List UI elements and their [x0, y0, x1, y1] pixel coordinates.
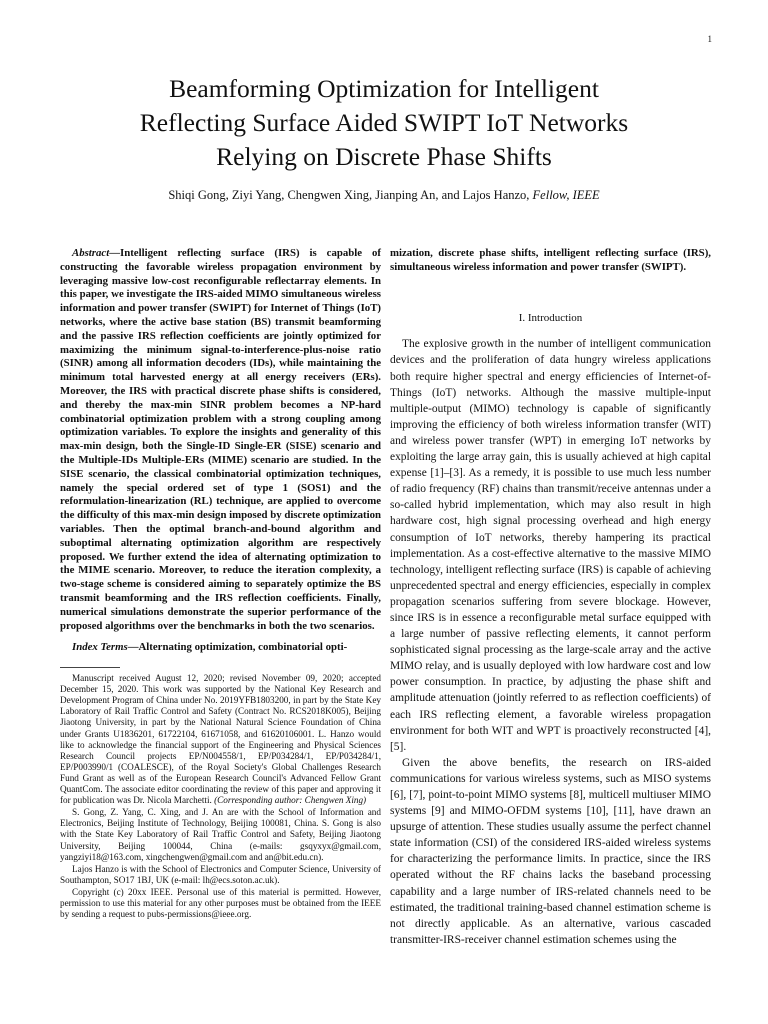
author-names: Shiqi Gong, Ziyi Yang, Chengwen Xing, Jianping An, and Lajos Hanzo,	[168, 188, 530, 202]
footnote-affiliation-bit: S. Gong, Z. Yang, C. Xing, and J. An are with the School of Information and Electronics, Beijing Institute of Technology, Beijing 100081, China. S. Gong is also with the State Key Laboratory of Rail Traffic Control and Safety, Beijing Jiaotong University, Beijing 100044, China (e-mails: gsqyxyx@gmail.com, yangziyi18@163.com, xingchengwen@gmail.com and an@bit.edu.cn).	[60, 807, 381, 862]
index-terms	[60, 641, 381, 655]
footnote-manuscript	[60, 673, 381, 806]
paper-title	[60, 72, 708, 174]
author-list	[60, 188, 708, 203]
abstract-text: —Intelligent reflecting surface (IRS) is capable of constructing the favorable wireless propagation environment by leveraging massive low-cost reconfigurable reflectarray elements. In this paper, we investigate the IRS-aided MIMO simultaneous wireless information and power transfer (SWIPT) for Internet of Things (IoT) networks, where the active base station (BS) transmit beamforming and the passive IRS reflection coefficients are jointly optimized for maximizing the minimum signal-to-interference-plus-noise ratio (SINR) among all information decoders (IDs), while maintaining the minimum total harvested energy at all energy receivers (ERs). Moreover, the IRS with practical discrete phase shifts is considered, and thereby the max-min SINR problem becomes a NP-hard combinatorial optimization problem with a strong coupling among optimization variables. To explore the insights and generality of this max-min design, both the Single-ID Single-ER (SISE) scenario and the Multiple-IDs Multiple-ERs (MIME) scenario are studied. In the SISE scenario, the classical combinatorial optimization techniques, namely the special ordered set of type 1 (SOS1) and the reformulation-linearization (RL) technique, are applied to overcome the difficulty of this max-min design imposed by discrete optimization variables. Then the optimal branch-and-bound algorithm and suboptimal alternating optimization algorithm are respectively proposed. We further extend the idea of alternating optimization to the MIME scenario. Moreover, to reduce the iteration complexity, a two-stage scheme is considered aiming to separately optimize the BS transmit beamforming and the IRS reflection coefficients. Finally, numerical simulations demonstrate the superior performance of the proposed algorithms over the benchmarks in both the two scenarios.	[60, 247, 382, 632]
section-heading: I. Introduction	[518, 311, 583, 324]
body-paragraph: Given the above benefits, the research on IRS-aided communications for various wireless systems, such as MISO systems [6], [7], point-to-point MIMO systems [8], multicell multiuser MIMO systems [9] and MIMO-OFDM systems [10], [11], have drawn an upsurge of attention. These studies usually assume the perfect channel state information (CSI) of the considered IRS-aided wireless systems for characterizing the performance limits. In practice, since the IRS operated without the RF chains lacks the baseband processing capability and a large number of IRS-related channels need to be estimated, the traditional training-based channel estimation scheme is not directly applicable. As an alternative, various cascaded transmitter-IRS-receiver channel estimation schemes using the	[390, 756, 712, 946]
title-line: Relying on Discrete Phase Shifts	[216, 142, 552, 171]
footnote-corresponding: (Corresponding author: Chengwen Xing)	[214, 795, 367, 806]
author-suffix: Fellow, IEEE	[532, 188, 600, 202]
page-number: 1	[707, 34, 712, 44]
title-line: Beamforming Optimization for Intelligent	[169, 74, 599, 103]
index-terms-label: Index Terms	[72, 641, 128, 654]
index-terms-continued: mization, discrete phase shifts, intelligent reflecting surface (IRS), simultaneous wireless information and power transfer (SWIPT).	[390, 247, 711, 273]
title-line: Reflecting Surface Aided SWIPT IoT Networks	[139, 108, 629, 137]
footnote-rule	[60, 667, 120, 668]
index-terms-text: —Alternating optimization, combinatorial opti-	[127, 641, 348, 654]
left-column	[60, 247, 381, 920]
right-column	[390, 247, 711, 948]
body-paragraph: The explosive growth in the number of intelligent communication devices and the proliferation of data hungry wireless applications both require higher spectral and energy efficiencies of Internet-of-Things (IoT) networks. Although the massive multiple-input multiple-output (MIMO) technology is capable of significantly improving the efficiency of both wireless information transfer (WIT) and wireless power transfer (WPT) in emerging IoT networks by exploiting the large array gain, this is usually achieved at high capital expense [1]–[3]. As a remedy, it is possible to use much less number of radio frequency (RF) chains than transmit/receive antennas under a so-called hybrid implementation, which may also result in high hardware cost, high signal processing overhead and high energy consumption of IoT networks, thereby hampering its practical implementation. As a cost-effective alternative to the massive MIMO technology, intelligent reflecting surface (IRS) is capable of achieving unprecedented spectral and energy efficiencies, especially in complex propagation scenarios suffering from severe blockage. However, since IRS is in essence a reconfigurable metal surface equipped with a large number of passive reflecting elements, it cannot perform sophisticated signal processing as the large-scale array and the active MIMO relay, and is usually deployed with low hardware cost and low power consumption. In practice, by adjusting the phase shift and amplitude attenuation (jointly referred to as reflection coefficients) of each IRS reflecting element, a favorable wireless propagation environment for both WIT and WPT is proactively reconstructed [4], [5].	[390, 338, 711, 753]
abstract-label: Abstract	[72, 247, 110, 259]
footnote-copyright: Copyright (c) 20xx IEEE. Personal use of this material is permitted. However, permission to use this material for any other purposes must be obtained from the IEEE by sending a request to pubs-permissions@ieee.org.	[60, 886, 381, 920]
abstract	[60, 247, 381, 633]
footnote-affiliation-soton: Lajos Hanzo is with the School of Electronics and Computer Science, University of Southampton, SO17 1BJ, UK (e-mail: lh@ecs.soton.ac.uk).	[60, 863, 381, 885]
footnote-manuscript-text: Manuscript received August 12, 2020; revised November 09, 2020; accepted December 15, 2020. This work was supported by the National Key Research and Development Program of China under No. 2019YFB1803200, in part by the State Key Laboratory of Rail Traffic Control and Safety (Contract No. RCS2018K005), Beijing Jiaotong University, in part by the National Natural Science Foundation of China under Grants U1836201, 61722104, 61671058, and 61620106001. L. Hanzo would like to acknowledge the financial support of the Engineering and Physical Sciences Research Council projects EP/N004558/1, EP/P034284/1, EP/P034284/1, EP/P003990/1 (COALESCE), of the Royal Society's Global Challenges Research Fund Grant as well as of the European Research Council's Advanced Fellow Grant QuantCom. The associate editor coordinating the review of this paper and approving it for publication was Dr. Nicola Marchetti.	[60, 673, 381, 806]
